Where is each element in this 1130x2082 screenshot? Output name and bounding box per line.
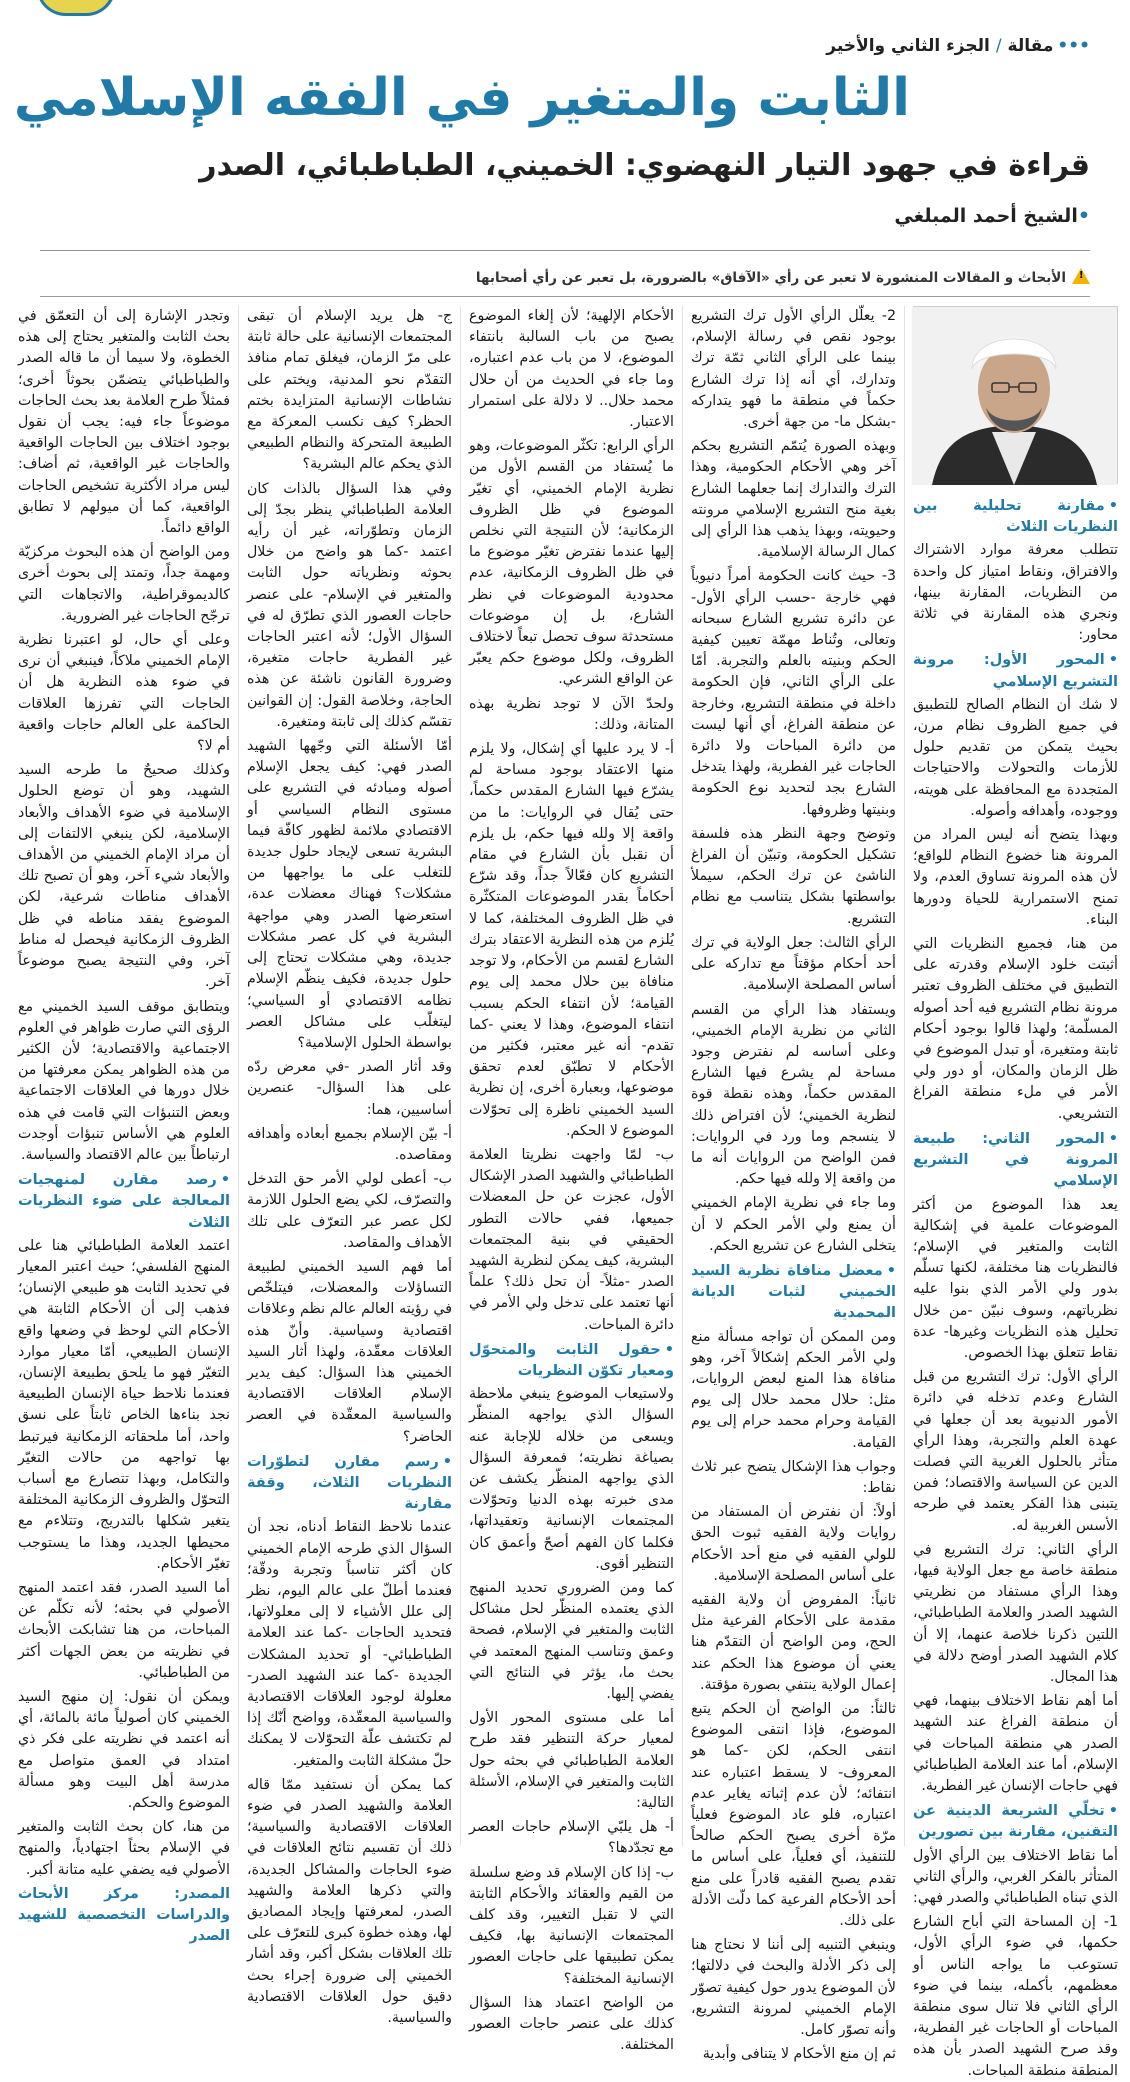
paragraph: 2- يعلّل الرأي الأول ترك التشريع بوجود نقص في رسالة الإسلام، بينما على الرأي الثاني ثمّة ترك وتدارك، أي أنه إذا ترك الشارع حكماً في منطقة ما فهو يتداركه -بشكل ما- من جهة أخرى.	[691, 308, 896, 431]
paragraph: وتجدر الإشارة إلى أن التعمّق في بحث الثابت والمتغير يحتاج إلى هذه الخطوة، ولا سيما أن ما قاله الصدر والطباطبائي يتضمّن بحوثاً أخرى؛ فمثلاً طرح العلامة بعد بحث الحاجات موضوعاً جاء فيه: يجب أن نقول بوجود اختلاف بين الحاجات الواقعية والحاجات غير الواقعية، ثم أضاف: ليس مراد الأكثرية تشخيص الحاجات الواقعية، كما أن ميولهم لا تطابق الواقع دائماً.	[18, 308, 230, 537]
paragraph: وفي هذا السؤال بالذات كان العلامة الطباطبائي ينظر بجدّ إلى الزمان وتطوّراته، غير أن رأيه اعتمد -كما هو واضح من خلال بحوثه ونظرياته حول الثابت والمتغير في الإسلام- على عنصر حاجات العصور الذي تطرّق له في السؤال الأول؛ لأنه اعتبر الحاجات غير الفطرية حاجات متغيرة، وضرورة القانون ناشئة عن هذه الحاجة، وخلاصة القول: إن القوانين تقسّم كذلك إلى ثابتة ومتغيرة.	[247, 480, 452, 730]
section-dots: •••	[1057, 36, 1090, 56]
column-divider	[238, 306, 239, 1846]
paragraph: ومن الواضح أن هذه البحوث مركزيّة ومهمة جداً، وتمتد إلى بحوث أخرى كالديموقراطية، والاتجاهات التي ترجّح الحاجات غير الضرورية.	[18, 544, 230, 624]
paragraph: ثالثاً: من الواضح أن الحكم يتبع الموضوع، فإذا انتفى الموضوع انتفى الحكم، لكن -كما هو المعروف- لا يسقط اعتباره عند انتفائه؛ لأن عدم إثباته يغاير عدم اعتباره، فلو عاد الموضوع فعلياً مرّة أخرى يصبح الحكم صالحاً للتنفيذ، أي فعلياً، على أساس ما تقدم يصبح الفقيه قادراً على منع أحد الأحكام الفرعية كما دلّت الأدلة على ذلك.	[691, 1701, 896, 1930]
paragraph: أ- لا يرد عليها أي إشكال، ولا يلزم منها الاعتقاد بوجود مساحة لم يشرّع فيها الشارع المقدس حكماً، حتى يُقال في الروايات: ما من واقعة إلا ولله فيها حكم، بل يلزم أن نقبل بأن الشارع في مقام التشريع كان فعّالاً جداً، وقد شرّع أحكاماً بقدر الموضوعات المتكثّرة في ظل الظروف المختلفة، كما لا يُلزم من هذه النظرية الاعتقاد بترك الشارع لقسم من الأحكام، ولا توجد منافاة بين حلال محمد إلى يوم القيامة؛ لأن انتفاء الحكم بسبب انتفاء الموضوع، وهذا لا يعني -كما تقدم- أنه غير معتبر، فكثير من الأحكام لا تطبّق لعدم تحقق موضوعها، وبعبارة أخرى، إن نظرية السيد الخميني ناظرة إلى تحوّلات الموضوع لا الحكم.	[469, 741, 674, 1139]
paragraph: أمّا الأسئلة التي وجّهها الشهيد الصدر فهي: كيف يجعل الإسلام أصوله ومبادئه في التشريع على مستوى النظام السياسي أو الاقتصادي ملائمة لظهور كافّة فيما البشرية تسعى لإيجاد حلول جديدة للتغلب على ما يواجهها من مشكلات؟ فهناك معضلات عدة، استعرضها الصدر وهي مواجهة البشرية في كل عصر مشكلات جديدة، وهي مشكلات تحتاج إلى حلول جديدة، فكيف ينظّم الإسلام نظامه الاقتصادي أو السياسي؛ ليتغلّب على مشاكل العصر بواسطة الحلول الإسلامية؟	[247, 738, 452, 1051]
warning-icon	[1072, 268, 1090, 284]
column-2	[691, 306, 896, 2063]
paragraph: 1- إن المساحة التي أباح الشارع حكمها، في ضوء الرأي الأول، تستوعب ما يواجه الناس أو معظمهم، بأكمله، بينما في ضوء الرأي الثاني فلا تنال سوى منطقة المباحات أو الحاجات غير الفطرية، وقد صرح الشهيد الصدر بأن هذه المنطقة منطقة المباحات.	[913, 1914, 1118, 2079]
paragraph: الرأي الرابع: تكثّر الموضوعات، وهو ما يُستفاد من القسم الأول من نظرية الإمام الخميني، أي تغيّر الموضوع في ظل الظروف الزمكانية؛ لأن النتيجة التي نخلص إليها عندما نفترض تغيّر موضوع ما في ظل الظروف الزمكانية، عدم محدودية الموضوعات في نظر الشارع، بل إن موضوعات مستحدثة سوف تحصل تبعاً لاختلاف الظروف، ولكل موضوع حكم يعبّر عن الواقع الشرعي.	[469, 438, 674, 688]
paragraph: ويستفاد هذا الرأي من القسم الثاني من نظرية الإمام الخميني، وعلى أساسه لم نفترض وجود مساحة لم يشرع فيها الشارع المقدس حكماً، وهذه نقطة قوة لنظرية الخميني؛ لأن افتراض ذلك لا ينسجم وما ورد في الروايات: فمن الواضح من الروايات أنه ما من واقعة إلا ولله فيها حكم.	[691, 1001, 896, 1188]
paragraph: من هنا، كان بحث الثابت والمتغير في الإسلام بحثاً اجتهادياً، والمنهج الأصولي فيه يضفي عليه متانة أكبر.	[18, 1819, 230, 1878]
column-1	[913, 306, 1118, 2079]
paragraph: وجواب هذا الإشكال يتضح عبر ثلاث نقاط:	[691, 1458, 896, 1496]
section-heading: • معضل منافاة نظرية السيد الخميني لثبات الديانة المحمدية	[691, 1261, 896, 1325]
paragraph: كما يمكن أن نستفيد ممّا قاله العلامة والشهيد الصدر في ضوء العلاقات الاقتصادية والسياسية؛ ذلك أن تقسيم نتائج العلاقات في ضوء الحاجات والمشاكل الجديدة، والتي ذكرها العلامة والشهيد الصدر، لمعرفتها وإيجاد المصاديق لها، وهذه خطوة كبرى للتعرّف على تلك العلاقات بشكل أكبر، وقد أشار الخميني إلى ضرورة إجراء بحث دقيق حول العلاقات الاقتصادية والسياسية.	[247, 1776, 452, 2027]
section-heading: • مقارنة تحليلية بين النظريات الثلاث	[913, 496, 1118, 538]
section-label	[826, 36, 1090, 56]
section-heading: • المحور الأول: مرونة التشريع الإسلامي	[913, 650, 1118, 692]
author-portrait	[913, 306, 1118, 484]
paragraph: وعلى أي حال، لو اعتبرنا نظرية الإمام الخميني ملاكاً، فينبغي أن نرى في ضوء هذه النظرية هل أن الحاجات التي تفرزها العلاقات الحاكمة على العالم حاجات واقعية أم لا؟	[18, 632, 230, 755]
paragraph: أ- بيّن الإسلام بجميع أبعاده وأهدافه ومقاصده.	[247, 1125, 452, 1163]
paragraph: الرأي الثاني: ترك التشريع في منطقة خاصة مع جعل الولاية فيها، وهذا الرأي مستفاد من نظريتي الشهيد الصدر والعلامة الطباطبائي، اللتين ذكرنا خلاصة عنهما، إلا أن كلام الشهيد الصدر أوضح دلالة في هذا المجال.	[913, 1541, 1118, 1685]
author-portrait-image	[912, 307, 1117, 485]
paragraph: وينبغي التنبيه إلى أننا لا نحتاج هنا إلى ذكر الأدلة والبحث في دلالتها؛ لأن الموضوع يدور حول كيفية تصوّر الإمام الخميني لمرونة التشريع، وأنه تصوّر كامل.	[691, 1937, 896, 2039]
paragraph: وكذلك صحيحٌ ما طرحه السيد الشهيد، وهو أن توضع الحلول الإسلامية في ضوء الأهداف والأبعاد الإسلامية، لكن ينبغي الالتفات إلى أن مراد الإمام الخميني من الأهداف والأبعاد شيء آخر، وهو أن تصبح تلك الأهداف مناطات شرعية، لكن الموضوع يفقد مناطه في ظل الظروف الزمكانية فيحصل له مناط آخر، وفي النتيجة يصبح موضوعاً آخر.	[18, 762, 230, 991]
paragraph: أما نقاط الاختلاف بين الرأي الأول المتأثر بالفكر الغربي، والرأي الثاني الذي تبناه الطباطبائي والصدر فهي:	[913, 1847, 1118, 1906]
paragraph: اعتمد العلامة الطباطبائي هنا على المنهج الفلسفي؛ حيث اعتبر المعيار في تحديد الثابت هو طبيعي الإنسان؛ فذهب إلى أن الأحكام الثابتة هي الأحكام التي لوحظ في وضعها واقع الإنسان الطبيعي، أمّا معيار موارد التغيّر فهو ما يلحق بطبيعة الإنسان، فعندما نلاحظ حياة الإنسان الطبيعية نجد بناءها الخاص ثابتاً على نسق واحد، أما ملحقاته الزمكانية فيرتبط بها تواجهه من حالات التغيّر والتكامل، وبهذا تتصارع مع أسباب التحوّل والظروف الزمكانية المختلفة يتغير شكلها بالتدريج، وتتلاءم مع محيطها الجديد، وهذا ما يستوجب تغيّر الأحكام.	[18, 1237, 230, 1572]
paragraph: يعد هذا الموضوع من أكثر الموضوعات علمية في إشكالية الثابت والمتغير في الإسلام؛ فالنظريات هنا مختلفة، لكنها تسلّم بدور ولي الأمر الذي بنوا عليه نظرياتهم، وسوف نبيّن -من خلال تحليل هذه النظريات وغيرها- عدة نقاط تتعلق بهذا الخصوص.	[913, 1196, 1118, 1361]
divider	[40, 250, 1090, 251]
top-strip	[0, 0, 1130, 22]
paragraph: الرأي الثالث: جعل الولاية في ترك أحد أحكام مؤقتاً مع تداركه على أساس المصلحة الإسلامية.	[691, 934, 896, 994]
disclaimer	[476, 268, 1090, 286]
paragraph: لا شك أن النظام الصالح للتطبيق في جميع الظروف نظام مرن، بحيث يتمكن من تقديم حلول للأزمات والتحولات والاحتياجات المتجددة مع المحافظة على هويته، ووجوده، وأهدافه وأصوله.	[913, 696, 1118, 819]
paragraph: وما جاء في نظرية الإمام الخميني أن يمنع ولي الأمر الحكم لا أن يتخلى الشارع عن تشريع الحكم.	[691, 1195, 896, 1254]
paragraph: أما السيد الصدر، فقد اعتمد المنهج الأصولي في بحثه؛ لأنه تكلّم عن المباحات، من هنا تشابكت الأبحاث في نظريته من بعض الجهات أكثر من الطباطبائي.	[18, 1579, 230, 1681]
paragraph: تتطلب معرفة موارد الاشتراك والافتراق، ونقاط امتياز كل واحدة من النظريات، المقارنة بينها، ونجري هذه المقارنة في ثلاثة محاور:	[913, 542, 1118, 644]
column-3	[469, 306, 674, 2054]
part-label: الجزء الثاني والأخير	[826, 36, 990, 56]
paragraph: ب- أعطى لولي الأمر حق التدخل والتصرّف، لكي يضع الحلول اللازمة لكل عصر عبر التعرّف على تلك الأهداف والمقاصد.	[247, 1171, 452, 1251]
paragraph: وبهذا يتضح أنه ليس المراد من المرونة هنا خضوع النظام للواقع؛ لأن هذه المرونة تساوق العدم، ولا تمنح الاستمرارية للحياة ودورها البناء.	[913, 827, 1118, 928]
paragraph: كما ومن الضروري تحديد المنهج الذي يعتمده المنظّر لحل مشاكل الثابت والمتغير في الإسلام، فصحة وعمق وتناسب المنهج المعتمد في بحث ما، يؤثر في النتائج التي يفضي إليها.	[469, 1579, 674, 1702]
paragraph: أما أهم نقاط الاختلاف بينهما، فهي أن منطقة الفراغ عند الشهيد الصدر هي منطقة المباحات في الإسلام، أما عند العلامة الطباطبائي فهي حاجات الإنسان غير الفطرية.	[913, 1693, 1118, 1794]
section-heading: • رصد مقارن لمنهجيات المعالجة على ضوء النظريات الثلاث	[18, 1170, 230, 1234]
paragraph: ولحدّ الآن لا توجد نظرية بهذه المتانة، وذلك:	[469, 695, 674, 733]
paragraph: أما على مستوى المحور الأول لمعيار حركة التنظير فقد طرح العلامة الطباطبائي في بحثه حول الثابت والمتغير في الإسلام، الأسئلة التالية:	[469, 1710, 674, 1812]
author-byline	[894, 205, 1090, 227]
paragraph: 3- حيث كانت الحكومة أمراً دنيوياً فهي خارجة -حسب الرأي الأول- عن دائرة تشريع الشارع سبحانه وتعالى، وتُناط مهمّة تعيين كيفية الحكم وبنيته بالعلم والتجربة. أمّا على الرأي الثاني، فإن الحكومة داخلة في منطقة التشريع، وخارجة عن منطقة الفراغ، أي أنها ليست من دائرة المباحات ولا دائرة الحاجات غير الفطرية، ولهذا يتدخل الشارع بجد لتحديد نوع الحكومة وبنيتها وظروفها.	[691, 568, 896, 818]
paragraph: ولاستيعاب الموضوع ينبغي ملاحظة السؤال الذي يواجهه المنظّر ويسعى من خلاله للإجابة عنه بصياغة نظريته؛ فمعرفة السؤال الذي يواجهه المنظّر يكشف عن مدى خبرته بهذه الدنيا وتحوّلات المجتمعات الإنسانية وتعقيداتها، فكلما كان الفهم أصحّ وأعمق كان التنظير أقوى.	[469, 1386, 674, 1572]
paragraph: وتوضح وجهة النظر هذه فلسفة تشكيل الحكومة، وتبيّن أن الفراغ الناشئ عن ترك الحكم، سيملأ بواسطتها بشكل يتناسب مع نظام التشريع.	[691, 825, 896, 927]
column-4	[247, 306, 452, 2027]
magazine-logo	[36, 0, 116, 16]
paragraph: من هنا، فجميع النظريات التي أثبتت خلود الإسلام وقدرته على التطبيق في مختلف الظروف تعتبر مرونة نظام التشريع فيه أحد أصوله المسلّمة؛ ولهذا قالوا بوجود أحكام ثابتة ومتغيرة، أو تبدل الموضوع في ظل الزمان والمكان، أو دور ولي الأمر في ملء منطقة الفراغ التشريعي.	[913, 936, 1118, 1122]
column-divider	[682, 306, 683, 1846]
paragraph: ومن الممكن أن تواجه مسألة منع ولي الأمر الحكم إشكالاً آخر، وهو منافاة هذا المنع لبعض الروايات، مثل: حلال محمد حلال إلى يوم القيامة وحرام محمد حرام إلى يوم القيامة.	[691, 1328, 896, 1451]
author-bullet: •	[1077, 205, 1090, 227]
paragraph: ويتطابق موقف السيد الخميني مع الرؤى التي صارت ظواهر في العلوم الاجتماعية والاقتصادية؛ لأن الكثير من هذه الظواهر يمكن معرفتها من خلال دورها في العلاقات الاجتماعية وبعض التنبؤات التي قامت في هذه العلوم هي الأساس تنبؤات أوجدت ارتباطاً بين عالم الاقتصاد والسياسة.	[18, 998, 230, 1163]
paragraph: ب- لمّا واجهت نظريتا العلامة الطباطبائي والشهيد الصدر الإشكال الأول، عجزت عن حل المعضلات جميعها، ففي حالات التطور الحقيقي في بنية المجتمعات البشرية، كيف يمكن لنظرية الشهيد الصدر -مثلاً- أن تحل ذلك؟ علماً أنها تعتمد على تدخل ولي الأمر في دائرة المباحات.	[469, 1146, 674, 1333]
article-subtitle: قراءة في جهود التيار النهضوي: الخميني، الطباطبائي، الصدر	[199, 148, 1090, 183]
paragraph: الرأي الأول: ترك التشريع من قبل الشارع وعدم تدخله في دائرة الأمور الدنيوية بعد أن جعلها في عهدة العلم والتجربة، وهذا الرأي متأثر بالحلول الغربية التي فصلت الدين عن السياسة والاقتصاد؛ فمن يتبنى هذا الفكر يعتمد في طرحه الأسس الغربية له.	[913, 1369, 1118, 1534]
paragraph: أ- هل يلبّي الإسلام حاجات العصر مع تجدّدها؟	[469, 1819, 674, 1857]
article-title: الثابت والمتغير في الفقه الإسلامي	[13, 68, 910, 128]
paragraph: وبهذه الصورة يُتمّم التشريع بحكم آخر وهي الأحكام الحكومية، وهذا الترك والتدارك إنما جعلهما الشارع بغية منح التشريع الإسلامي مرونته وحيويته، وبهذا يذهب هذا الرأي إلى كمال الرسالة الإسلامية.	[691, 438, 896, 561]
paragraph: من الواضح اعتماد هذا السؤال كذلك على عنصر حاجات العصور المختلفة.	[469, 1994, 674, 2054]
paragraph: ويمكن أن نقول: إن منهج السيد الخميني كان أصولياً مائة بالمائة، أي أنه اعتمد في نظريته على فكر ذي امتداد في العمق متواصل مع مدرسة أهل البيت وهو مسألة الموضوع والحكم.	[18, 1689, 230, 1812]
section-heading: • المحور الثاني: طبيعة المرونة في التشريع الإسلامي	[913, 1129, 1118, 1193]
section-name: مقالة	[1007, 36, 1054, 56]
section-heading: • حقول الثابت والمتحوّل ومعيار تكوّن النظريات	[469, 1340, 674, 1382]
paragraph: وقد أثار الصدر -في معرض ردّه على هذا السؤال- عنصرين أساسيين، هما:	[247, 1059, 452, 1118]
disclaimer-text: الأبحاث و المقالات المنشورة لا تعبر عن رأي «الآفاق» بالضرورة، بل تعبر عن رأي أصحابها	[475, 270, 1066, 286]
author-name: الشيخ أحمد المبلغي	[894, 205, 1078, 227]
article-source: المصدر: مركز الأبحاث والدراسات التخصصية للشهيد الصدر	[18, 1885, 230, 1945]
paragraph: أولاً: أن نفترض أن المستفاد من روايات ولاية الفقيه ثبوت الحق للولي الفقيه في منع أحد الأحكام على أساس المصلحة الإسلامية.	[691, 1504, 896, 1584]
paragraph: ج- هل يريد الإسلام أن تبقى المجتمعات الإنسانية على حالة ثابتة على مرّ الزمان، فيغلق تمام منافذ التقدّم نحو المدنية، ويختم على نشاطات الإنسانية المتزايدة بختم الحظر؟ كيف نكسب المعركة مع الطبيعة المتحركة والنظام الطبيعي الذي يحكم عالم البشرية؟	[247, 308, 452, 473]
section-heading: • تخلّي الشريعة الدينية عن التقنين، مقارنة بين تصورين	[913, 1801, 1118, 1843]
section-separator: /	[995, 36, 1002, 56]
column-5	[18, 306, 230, 1945]
paragraph: ب- إذا كان الإسلام قد وضع سلسلة من القيم والعقائد والأحكام الثابتة التي لا تقبل التغيير، وقد كلف المجتمعات الإنسانية بها، فكيف يمكن تطبيقها على حاجات العصور الإنسانية المختلفة؟	[469, 1864, 674, 1987]
column-divider	[904, 306, 905, 1846]
column-divider	[460, 306, 461, 1846]
paragraph: أما فهم السيد الخميني لطبيعة التساؤلات والمعضلات، فيتلخّص في رؤيته العالم عالم نظم وعلاقات اقتصادية وسياسية. وأنّ هذه العلاقات معقّدة، ولهذا أثار السيد الخميني هذا السؤال: كيف يدير الإسلام العلاقات الاقتصادية والسياسية المعقّدة في العصر الحاضر؟	[247, 1258, 452, 1445]
paragraph: الأحكام الإلهية؛ لأن إلغاء الموضوع يصبح من باب السالبة بانتفاء الموضوع، لا من باب عدم اعتباره، وما جاء في الحديث من أن حلال محمد حلال.. لا دلالة على استمرار الاعتبار.	[469, 308, 674, 431]
article-body	[14, 306, 1118, 2079]
divider	[40, 296, 1090, 297]
section-heading: • رسم مقارن لتطوّرات النظريات الثلاث، وقفة مقارنة	[247, 1452, 452, 1516]
paragraph: ثم إن منع الأحكام لا يتنافى وأبدية	[702, 2046, 896, 2063]
paragraph: عندما نلاحظ النقاط أدناه، نجد أن السؤال الذي طرحه الإمام الخميني كان أكثر تناسباً وتجربة ودقّة؛ فعندما أطلّ على عالم اليوم، نظر إلى علل الأشياء لا إلى معلولاتها، فتحديد الحاجات -كما عند العلامة الطباطبائي- أو تحديد المشكلات الجديدة -كما عند الشهيد الصدر- معلولة لوجود العلاقات الاقتصادية والسياسية المعقّدة، وواضح أنّك إذا لم تكتشف علّة التحوّلات لا يمكنك حلّ مشكلة الثابت والمتغير.	[247, 1519, 452, 1769]
paragraph: ثانياً: المفروض أن ولاية الفقيه مقدمة على الأحكام الفرعية مثل الحج، ومن الواضح أن التقدّم هنا يعني أن موضوع هذا الحكم عند إعمال الولاية ينتفي بصورة مؤقتة.	[691, 1591, 896, 1693]
